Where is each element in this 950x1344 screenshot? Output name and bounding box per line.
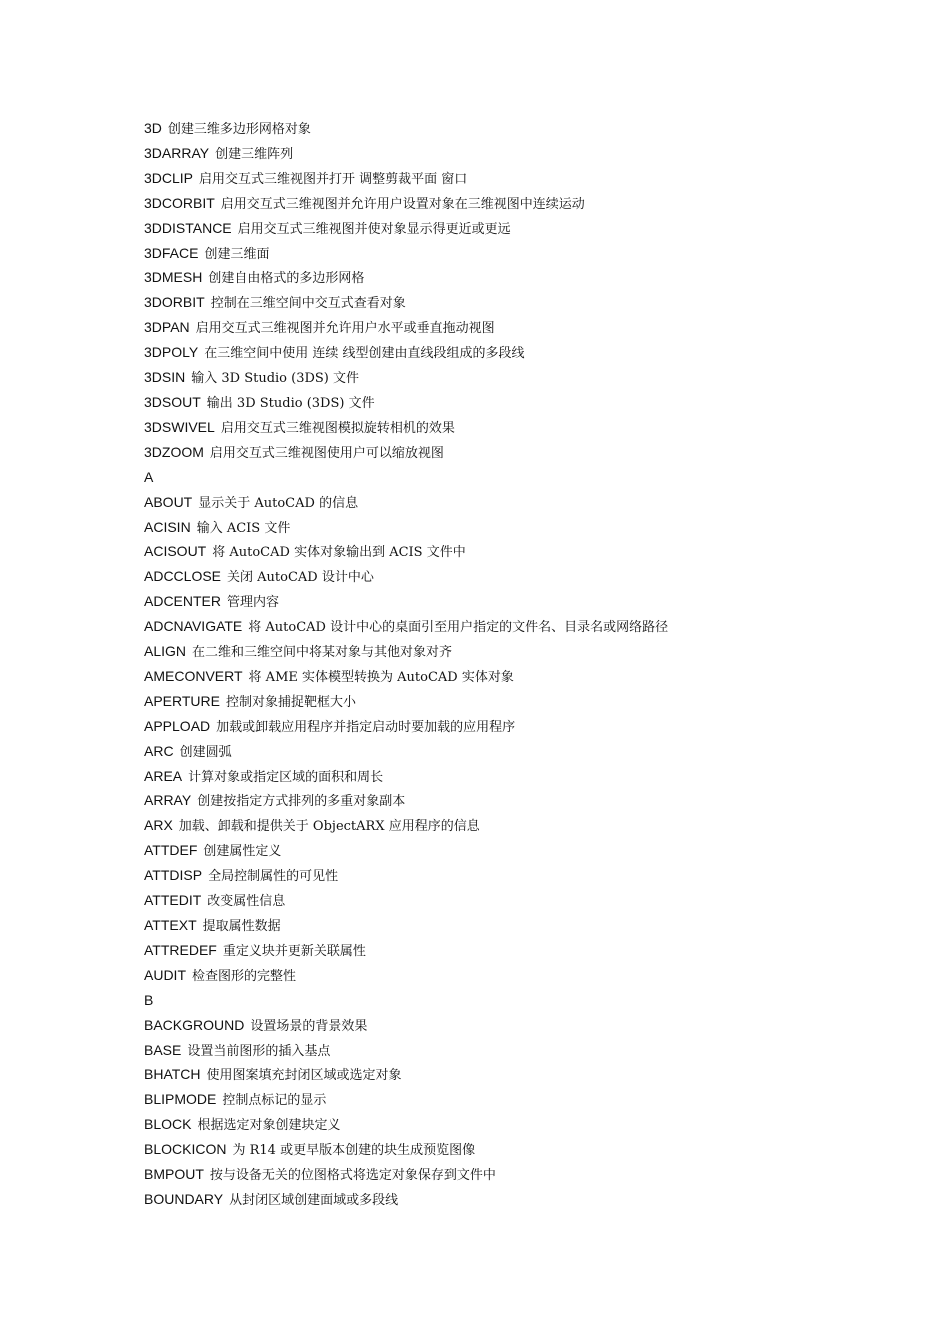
command-description: 提取属性数据 xyxy=(202,919,281,934)
command-name: BMPOUT xyxy=(144,1166,204,1183)
command-description: 控制在三维空间中交互式查看对象 xyxy=(210,296,406,312)
command-description: 加载、卸载和提供关于 ObjectARX 应用程序的信息 xyxy=(178,819,480,835)
command-description: 计算对象或指定区域的面积和周长 xyxy=(188,769,384,785)
command-description: 创建三维阵列 xyxy=(215,146,294,162)
list-item xyxy=(144,888,904,913)
list-item xyxy=(144,191,904,216)
list-item xyxy=(144,141,904,166)
command-description: 关闭 AutoCAD 设计中心 xyxy=(227,570,374,586)
command-name: BLOCK xyxy=(144,1116,192,1133)
command-description: 为 R14 或更早版本创建的块生成预览图像 xyxy=(232,1143,476,1159)
command-name: BACKGROUND xyxy=(144,1016,245,1033)
list-item xyxy=(144,589,904,614)
command-name: 3DPOLY xyxy=(144,344,199,361)
command-description: 输入 3D Studio (3DS) 文件 xyxy=(191,371,360,387)
command-name: 3DDISTANCE xyxy=(144,219,232,236)
command-description: 创建三维多边形网格对象 xyxy=(167,122,311,137)
command-name: ACISIN xyxy=(144,518,191,535)
command-name: ARRAY xyxy=(144,792,192,809)
list-item xyxy=(144,290,904,315)
command-description: 显示关于 AutoCAD 的信息 xyxy=(198,495,359,511)
list-item xyxy=(144,166,904,191)
command-name: 3DMESH xyxy=(144,269,203,286)
list-item xyxy=(144,265,904,290)
command-description: 设置当前图形的插入基点 xyxy=(187,1043,331,1059)
command-description: 在二维和三维空间中将某对象与其他对象对齐 xyxy=(192,645,453,661)
list-item xyxy=(144,714,904,739)
command-name: ALIGN xyxy=(144,643,187,660)
command-name: 3DORBIT xyxy=(144,294,205,311)
list-item xyxy=(144,1038,904,1063)
command-name: ARX xyxy=(144,817,173,834)
command-description: 启用交互式三维视图并允许用户水平或垂直拖动视图 xyxy=(195,321,495,337)
command-description: 改变属性信息 xyxy=(207,894,286,910)
list-item xyxy=(144,764,904,789)
command-description: 设置场景的背景效果 xyxy=(250,1018,368,1034)
list-item xyxy=(144,1062,904,1087)
command-name: A xyxy=(144,468,154,485)
command-description: 创建圆弧 xyxy=(179,744,232,760)
list-item xyxy=(144,614,904,639)
command-description: 创建自由格式的多边形网格 xyxy=(208,271,365,287)
command-description: 全局控制属性的可见性 xyxy=(208,869,339,885)
list-item xyxy=(144,813,904,838)
list-item xyxy=(144,216,904,241)
list-item xyxy=(144,739,904,764)
list-item xyxy=(144,1162,904,1187)
command-description: 将 AutoCAD 设计中心的桌面引至用户指定的文件名、目录名或网络路径 xyxy=(248,620,669,636)
command-description: 使用图案填充封闭区域或选定对象 xyxy=(206,1068,402,1084)
list-item xyxy=(144,365,904,390)
list-item xyxy=(144,340,904,365)
list-item xyxy=(144,938,904,963)
command-description: 创建属性定义 xyxy=(203,844,282,860)
command-name: AREA xyxy=(144,767,183,784)
command-description: 管理内容 xyxy=(227,595,280,611)
command-name: 3DCLIP xyxy=(144,169,194,186)
list-item xyxy=(144,639,904,664)
command-description: 启用交互式三维视图使用户可以缩放视图 xyxy=(209,445,444,461)
command-description: 启用交互式三维视图并使对象显示得更近或更远 xyxy=(237,221,511,237)
list-item xyxy=(144,863,904,888)
command-name: ATTEDIT xyxy=(144,892,202,909)
command-name: 3D xyxy=(144,120,162,136)
command-name: 3DSOUT xyxy=(144,393,201,410)
command-name: 3DSIN xyxy=(144,369,186,386)
command-description: 检查图形的完整性 xyxy=(192,968,297,984)
command-name: AMECONVERT xyxy=(144,667,243,684)
list-item xyxy=(144,465,904,490)
command-name: 3DSWIVEL xyxy=(144,418,215,435)
command-list xyxy=(144,116,904,1212)
command-name: 3DPAN xyxy=(144,319,190,336)
command-name: ATTEXT xyxy=(144,917,197,933)
list-item xyxy=(144,415,904,440)
command-description: 控制点标记的显示 xyxy=(222,1093,327,1109)
command-description: 创建按指定方式排列的多重对象副本 xyxy=(197,794,406,810)
list-item xyxy=(144,838,904,863)
list-item xyxy=(144,689,904,714)
command-name: BLOCKICON xyxy=(144,1141,227,1158)
list-item xyxy=(144,1187,904,1212)
command-description: 启用交互式三维视图模拟旋转相机的效果 xyxy=(220,420,455,436)
list-item xyxy=(144,390,904,415)
command-description: 从封闭区域创建面域或多段线 xyxy=(229,1192,399,1208)
list-item xyxy=(144,440,904,465)
command-name: ATTDISP xyxy=(144,867,203,884)
command-name: ATTDEF xyxy=(144,842,198,859)
list-item xyxy=(144,116,904,141)
command-name: ACISOUT xyxy=(144,543,207,560)
list-item xyxy=(144,664,904,689)
list-item xyxy=(144,1087,904,1112)
command-name: ADCCLOSE xyxy=(144,568,222,585)
command-description: 控制对象捕捉靶框大小 xyxy=(225,694,356,710)
command-description: 按与设备无关的位图格式将选定对象保存到文件中 xyxy=(209,1168,496,1184)
command-name: BOUNDARY xyxy=(144,1190,224,1207)
command-description: 将 AutoCAD 实体对象输出到 ACIS 文件中 xyxy=(212,545,466,561)
command-description: 创建三维面 xyxy=(204,246,270,262)
list-item xyxy=(144,564,904,589)
command-name: ATTREDEF xyxy=(144,941,217,958)
command-name: 3DZOOM xyxy=(144,443,204,460)
command-description: 重定义块并更新关联属性 xyxy=(222,943,366,959)
command-description: 输入 ACIS 文件 xyxy=(196,520,291,536)
command-description: 将 AME 实体模型转换为 AutoCAD 实体对象 xyxy=(248,669,514,685)
command-name: ABOUT xyxy=(144,493,193,510)
command-name: 3DFACE xyxy=(144,244,199,261)
command-description: 在三维空间中使用 连续 线型创建由直线段组成的多段线 xyxy=(204,346,525,362)
command-name: 3DARRAY xyxy=(144,144,210,161)
list-item xyxy=(144,913,904,938)
list-item xyxy=(144,1013,904,1038)
command-name: BASE xyxy=(144,1041,182,1058)
command-name: ARC xyxy=(144,742,174,759)
list-item xyxy=(144,1112,904,1137)
command-name: APPLOAD xyxy=(144,717,211,734)
list-item xyxy=(144,788,904,813)
command-description: 启用交互式三维视图并打开 调整剪裁平面 窗口 xyxy=(199,171,468,187)
command-description: 加载或卸载应用程序并指定启动时要加载的应用程序 xyxy=(216,719,516,735)
command-description: 输出 3D Studio (3DS) 文件 xyxy=(206,395,375,411)
list-item xyxy=(144,241,904,266)
command-description: 根据选定对象创建块定义 xyxy=(197,1118,341,1134)
command-name: AUDIT xyxy=(144,966,186,983)
command-name: APERTURE xyxy=(144,692,220,709)
command-name: ADCENTER xyxy=(144,593,222,610)
list-item xyxy=(144,539,904,564)
command-name: 3DCORBIT xyxy=(144,194,215,211)
list-item xyxy=(144,963,904,988)
command-description: 启用交互式三维视图并允许用户设置对象在三维视图中连续运动 xyxy=(220,196,585,212)
command-name: B xyxy=(144,991,154,1008)
list-item xyxy=(144,315,904,340)
list-item xyxy=(144,988,904,1013)
list-item xyxy=(144,515,904,540)
list-item xyxy=(144,490,904,515)
command-name: BHATCH xyxy=(144,1066,201,1083)
command-name: BLIPMODE xyxy=(144,1091,217,1108)
list-item xyxy=(144,1137,904,1162)
command-name: ADCNAVIGATE xyxy=(144,618,243,635)
